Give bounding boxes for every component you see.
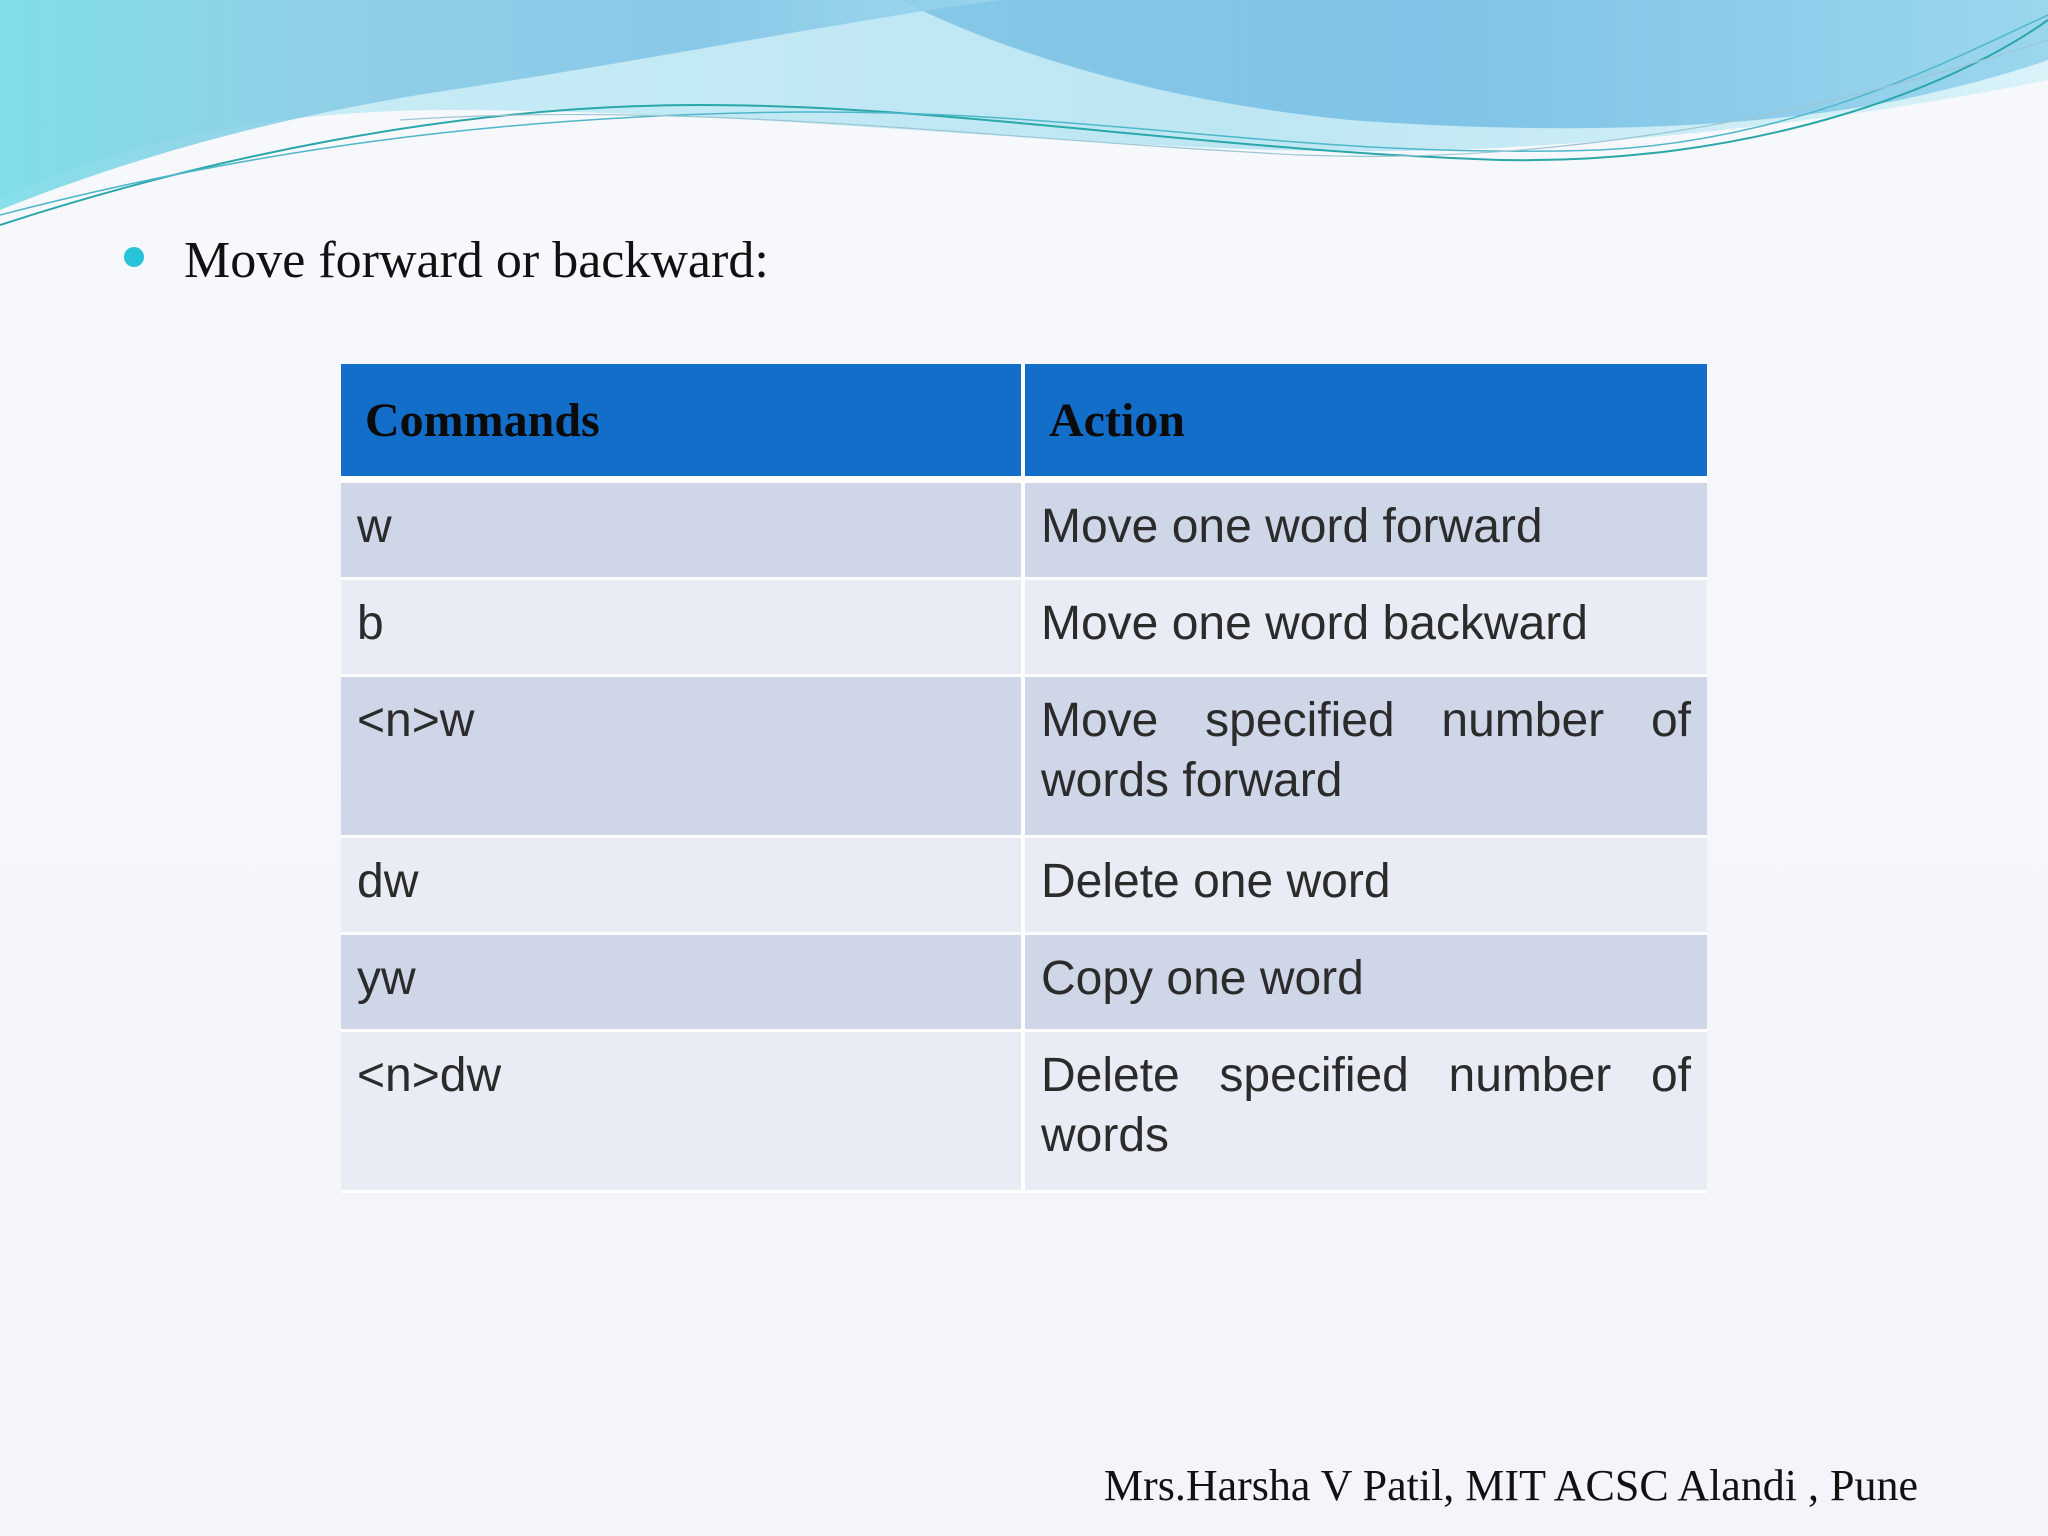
- bullet-text: Move forward or backward:: [184, 231, 769, 289]
- table-row: [341, 676, 1707, 837]
- table-row: [341, 480, 1707, 579]
- command-cell: <n>w: [341, 676, 1023, 837]
- action-cell: Delete one word: [1023, 837, 1707, 934]
- footer-author: Mrs.Harsha V Patil, MIT ACSC Alandi , Pune: [1103, 1461, 1918, 1510]
- action-cell: Move one word forward: [1023, 480, 1707, 579]
- action-cell: Move one word backward: [1023, 579, 1707, 676]
- table-header-row: [341, 364, 1707, 480]
- table-row: [341, 1031, 1707, 1192]
- table-row: [341, 934, 1707, 1031]
- bullet-dot-icon: [124, 247, 144, 267]
- action-cell: Copy one word: [1023, 934, 1707, 1031]
- command-cell: w: [341, 480, 1023, 579]
- table-row: [341, 837, 1707, 934]
- command-cell: yw: [341, 934, 1023, 1031]
- header-wave-decoration: [0, 0, 2048, 240]
- commands-table: [341, 364, 1707, 1193]
- header-action: Action: [1023, 364, 1707, 480]
- bullet-item: [124, 228, 769, 292]
- table-row: [341, 579, 1707, 676]
- command-cell: dw: [341, 837, 1023, 934]
- command-cell: <n>dw: [341, 1031, 1023, 1192]
- action-cell: Delete specified number of words: [1023, 1031, 1707, 1192]
- command-cell: b: [341, 579, 1023, 676]
- header-commands: Commands: [341, 364, 1023, 480]
- action-cell: Move specified number of words forward: [1023, 676, 1707, 837]
